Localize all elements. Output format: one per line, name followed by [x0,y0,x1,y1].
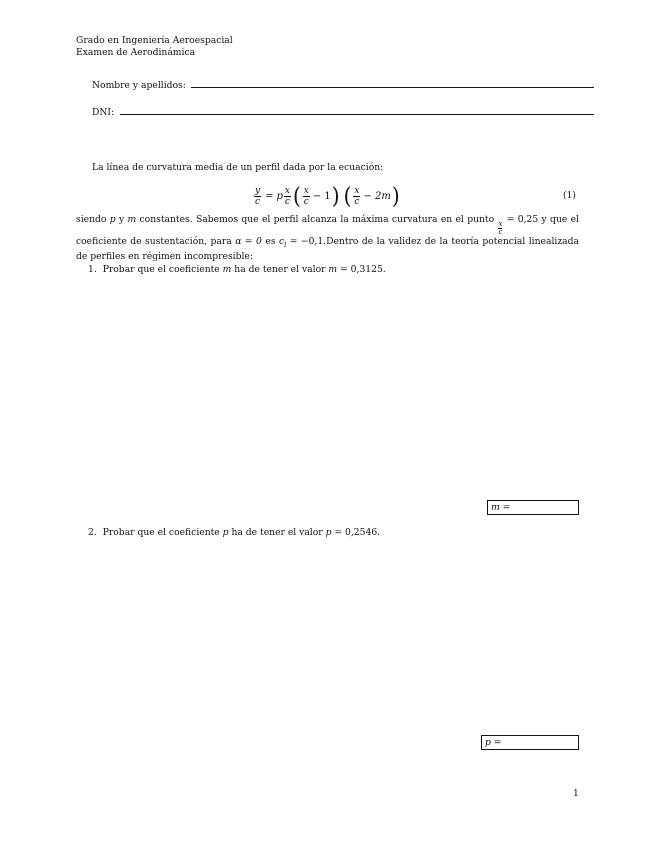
eq-frac-2-num: x [303,185,309,196]
para-frac-den: c [498,228,503,236]
eq-frac-1 [284,186,291,207]
eq-frac-3-den: c [354,196,360,207]
course-title: Grado en Ingeniería Aeroespacial [76,35,233,46]
question-2 [88,527,380,539]
page-number: 1 [573,788,579,799]
eq-frac-2-den: c [303,196,309,207]
para-text-6: = −0,1.Dentro de la validez de la teoría potencial linealizada de perfiles en régimen incompresible: [76,236,579,263]
eq-frac-1-num: x [284,185,290,196]
eq-equals: = [265,190,274,202]
para-alpha: α = 0 [235,236,262,247]
para-x-over-c [498,221,502,236]
question-2-value: = 0,2546. [331,527,381,538]
eq-paren-open-2: ( [343,182,352,210]
answer-box-p[interactable]: p = [481,735,579,750]
question-1-text-b: ha de tener el valor [231,264,329,275]
problem-statement [76,214,579,264]
name-field-line[interactable] [191,87,594,88]
question-1-var: m [222,264,232,275]
eq-frac-2 [303,186,310,207]
para-text-3: constantes. Sabemos que el perfil alcanza la máxima curvatura en el punto [136,214,498,225]
question-2-var2: p [325,527,332,538]
question-1-value: = 0,3125. [337,264,386,275]
eq-minus-2m: − 2m [363,190,391,202]
para-text-4: = 0,25 y que el coeficiente de sustentación, para [76,214,579,247]
para-var-p: p [109,214,116,225]
eq-p: p [276,190,283,202]
eq-frac-1-den: c [284,196,290,207]
eq-frac-3 [353,186,360,207]
para-text-5: es [261,236,279,247]
question-2-number: 2. [88,527,97,538]
answer-box-m[interactable]: m = [487,500,579,515]
eq-lhs-fraction [254,186,261,207]
dni-field-line[interactable] [120,114,594,115]
para-frac-num: x [498,220,503,228]
eq-minus-one: − 1 [312,190,331,202]
name-label: Nombre y apellidos: [92,80,186,91]
question-2-var: p [222,527,229,538]
question-1-text-a: Probar que el coeficiente [102,264,223,275]
para-var-m: m [127,214,137,225]
intro-text: La línea de curvatura media de un perfil dada por la ecuación: [92,162,384,173]
para-cl: c [279,236,285,247]
eq-lhs-num: y [255,185,261,196]
question-1-var2: m [328,264,338,275]
question-2-text-b: ha de tener el valor [228,527,326,538]
question-1 [88,264,386,276]
question-1-number: 1. [88,264,97,275]
eq-paren-close-2: ) [391,182,400,210]
eq-lhs-den: c [255,196,261,207]
equation-number: (1) [563,190,577,201]
para-text-2: y [115,214,128,225]
eq-paren-close-1: ) [331,182,340,210]
question-2-text-a: Probar que el coeficiente [102,527,223,538]
camber-equation [253,181,401,211]
eq-paren-open-1: ( [292,182,301,210]
eq-frac-3-num: x [354,185,360,196]
dni-label: DNI: [92,107,115,118]
exam-title: Examen de Aerodinámica [76,47,196,58]
para-text-1: siendo [76,214,110,225]
para-cl-sub: l [284,240,287,249]
